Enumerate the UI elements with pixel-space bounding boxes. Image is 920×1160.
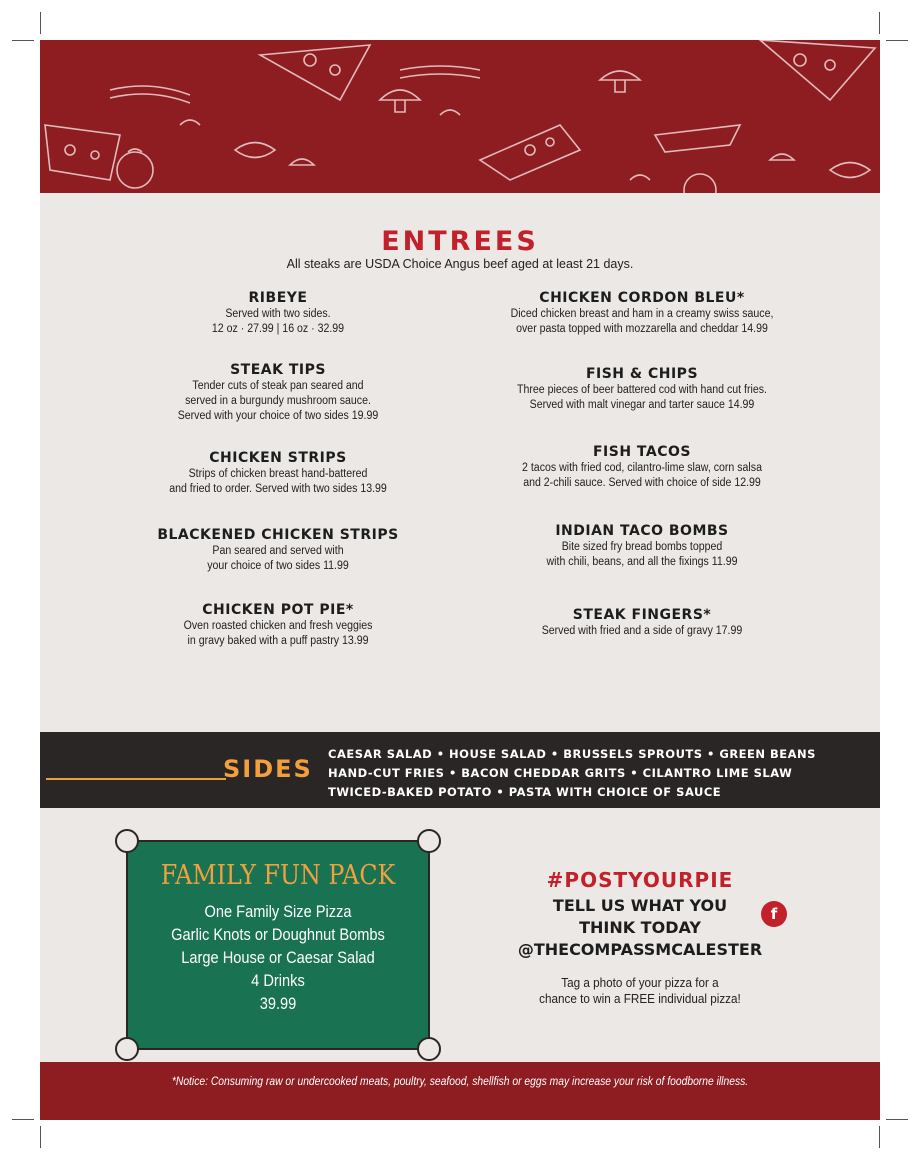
card-corner-notch [417,829,441,853]
item-name: RIBEYE [248,290,308,306]
item-desc-line: Tender cuts of steak pan seared and [192,380,364,392]
social-callout [480,895,800,961]
menu-page [40,40,880,1120]
item-name: CHICKEN CORDON BLEU* [539,290,745,306]
item-desc-line: in gravy baked with a puff pastry 13.99 [187,635,369,647]
item-name: FISH & CHIPS [585,366,699,382]
crop-mark [886,1119,908,1120]
hashtag-heading: #POSTYOURPIE [546,868,734,892]
menu-item-steak-fingers [452,607,832,639]
card-corner-notch [417,1037,441,1061]
crop-mark [40,1126,41,1148]
menu-item-chicken-pot-pie [88,602,468,649]
item-desc-line: Bite sized fry bread bombs topped [561,541,723,553]
crop-mark [12,1119,34,1120]
family-pack-line: Garlic Knots or Doughnut Bombs [171,925,385,944]
sides-list-line: HAND-CUT FRIES • BACON CHEDDAR GRITS • CILANTRO LIME SLAW [328,766,793,780]
tag-line: Tag a photo of your pizza for a [561,975,719,990]
entrees-heading: ENTREES [381,226,539,257]
entrees-subtitle: All steaks are USDA Choice Angus beef aged at least 21 days. [286,257,634,271]
item-name: INDIAN TACO BOMBS [555,523,729,539]
sides-heading: SIDES [223,755,313,783]
crop-mark [886,40,908,41]
menu-item-fish-tacos [452,444,832,491]
item-name: CHICKEN STRIPS [209,450,347,466]
crop-mark [12,40,34,41]
menu-item-steak-tips [88,362,468,424]
crop-mark [40,12,41,34]
bottom-notice-band [40,1062,880,1120]
item-desc-line: Pan seared and served with [212,545,344,557]
family-pack-price: 39.99 [259,994,297,1013]
item-name: BLACKENED CHICKEN STRIPS [157,527,399,543]
item-desc-line: Diced chicken breast and ham in a creamy swiss sauce, [510,308,774,320]
item-desc-line: and fried to order. Served with two sides 13.99 [169,483,387,495]
card-corner-notch [115,1037,139,1061]
menu-item-fish-and-chips [452,366,832,413]
social-line: THINK TODAY [579,918,701,937]
item-desc-line: your choice of two sides 11.99 [207,560,349,572]
menu-item-blackened-chicken-strips [88,527,468,574]
family-pack-line: Large House or Caesar Salad [181,948,375,967]
sides-list-line: CAESAR SALAD • HOUSE SALAD • BRUSSELS SPROUTS • GREEN BEANS [328,747,816,761]
item-desc-line: Served with two sides. [225,308,331,320]
food-safety-notice: *Notice: Consuming raw or undercooked meats, poultry, seafood, shellfish or eggs may increase your risk of foodborne illness. [171,1074,749,1088]
crop-mark [879,12,880,34]
item-name: CHICKEN POT PIE* [202,602,354,618]
item-desc-line: Served with malt vinegar and tarter sauce 14.99 [529,399,755,411]
item-desc-line: Oven roasted chicken and fresh veggies [183,620,373,632]
family-pack-line: One Family Size Pizza [204,902,352,921]
item-name: STEAK FINGERS* [572,607,712,623]
item-name: STEAK TIPS [230,362,326,378]
item-desc-line: with chili, beans, and all the fixings 11.99 [546,556,738,568]
menu-item-chicken-strips [88,450,468,497]
item-desc-line: Three pieces of beer battered cod with hand cut fries. [517,384,767,396]
tag-photo-text [480,975,800,1007]
crop-mark [879,1126,880,1148]
facebook-icon[interactable]: f [761,901,787,927]
family-pack-line: 4 Drinks [251,971,305,990]
card-corner-notch [115,829,139,853]
menu-item-ribeye [88,290,468,337]
item-desc-line: Served with fried and a side of gravy 17.99 [541,625,743,637]
item-desc-line: over pasta topped with mozzarella and cheddar 14.99 [516,323,768,335]
social-line: TELL US WHAT YOU [552,896,728,915]
menu-item-indian-taco-bombs [452,523,832,570]
item-desc-line: Strips of chicken breast hand-battered [188,468,368,480]
family-fun-pack-title: FAMILY FUN PACK [160,860,396,891]
top-food-pattern-banner [40,40,880,193]
tag-line: chance to win a FREE individual pizza! [539,991,741,1006]
family-fun-pack-card [126,840,430,1050]
food-doodle-illustration [40,40,880,193]
sides-list-line: TWICED-BAKED POTATO • PASTA WITH CHOICE OF SAUCE [328,785,722,799]
item-desc-line: Served with your choice of two sides 19.99 [177,410,379,422]
menu-item-chicken-cordon-bleu [452,290,832,337]
family-fun-pack-items [128,900,428,1015]
item-desc-line: 2 tacos with fried cod, cilantro-lime slaw, corn salsa [522,462,762,474]
item-desc-line: served in a burgundy mushroom sauce. [185,395,371,407]
sides-list [328,745,816,802]
item-desc-line: and 2-chili sauce. Served with choice of side 12.99 [523,477,761,489]
item-desc-line: 12 oz · 27.99 | 16 oz · 32.99 [211,323,345,335]
social-handle: @THECOMPASSMCALESTER [517,940,763,959]
item-name: FISH TACOS [592,444,691,460]
sides-divider-line [46,778,226,780]
